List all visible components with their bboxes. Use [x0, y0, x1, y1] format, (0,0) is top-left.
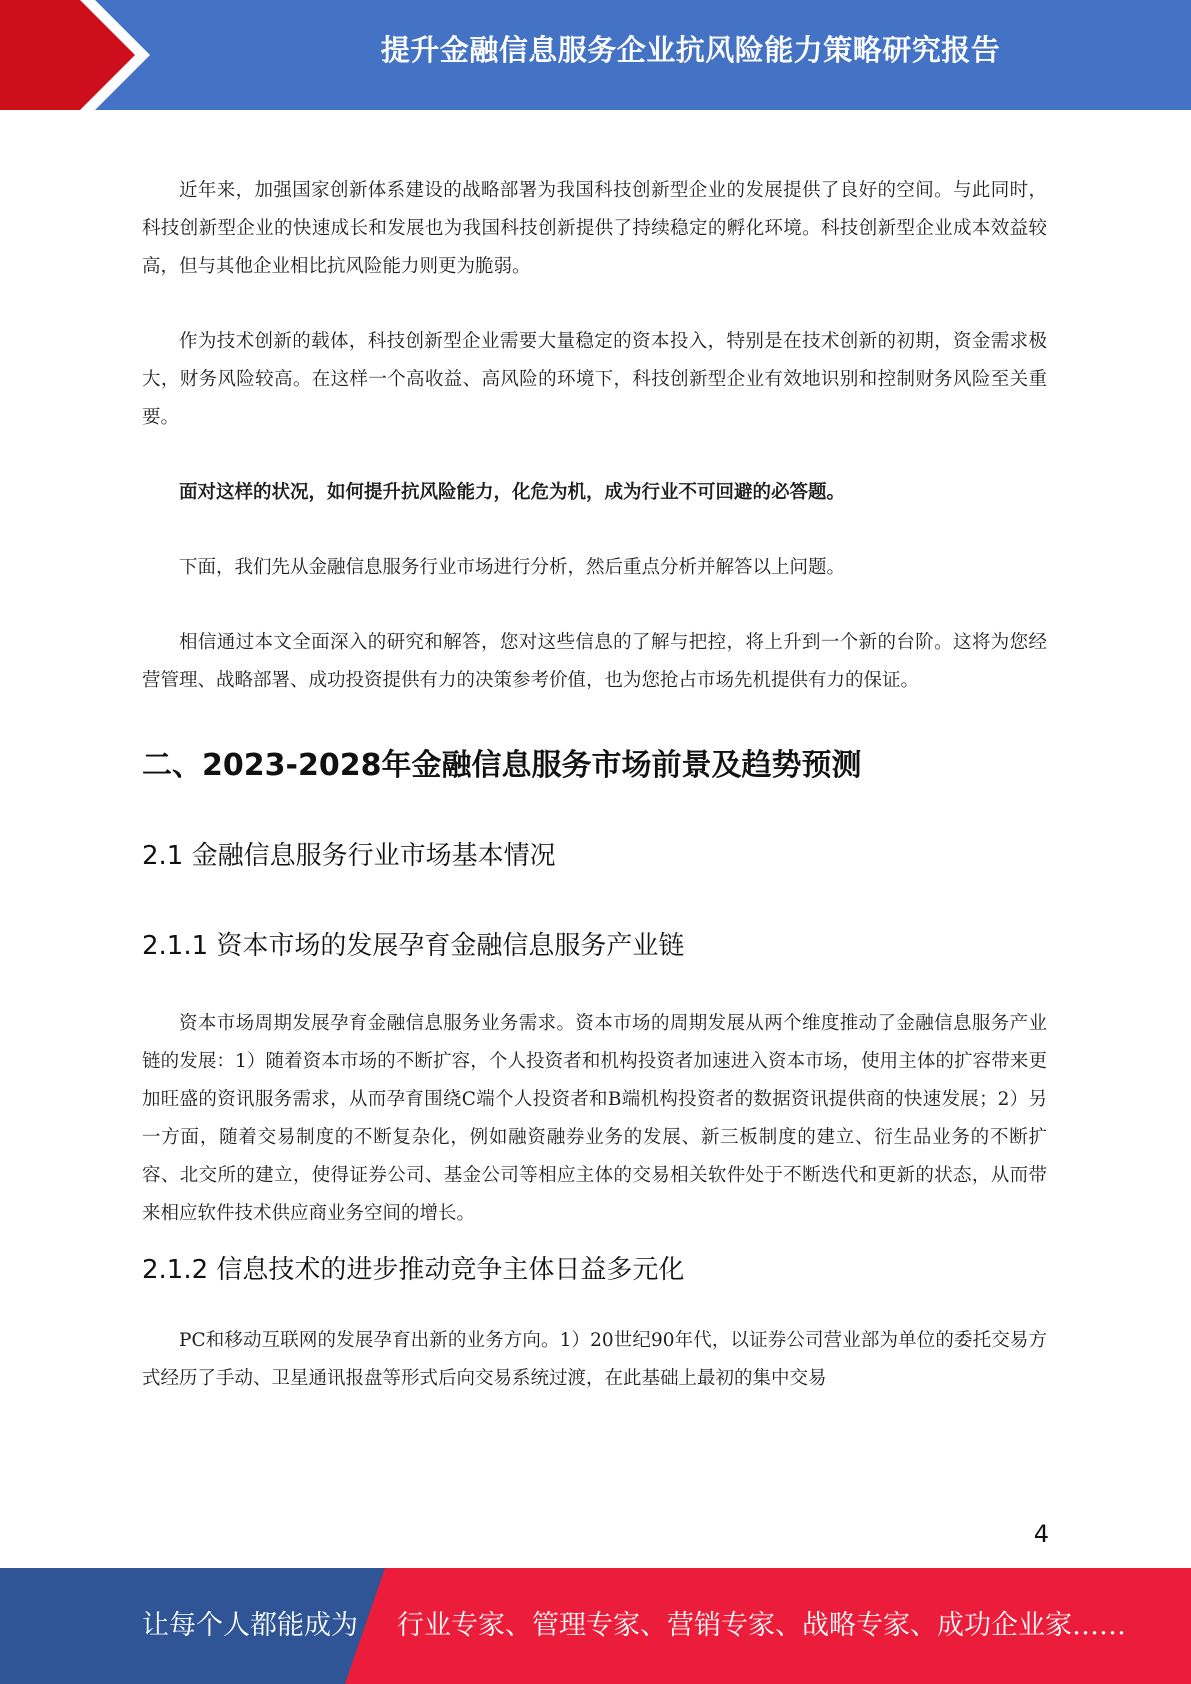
subsection-heading-2-1: 2.1 金融信息服务行业市场基本情况 [142, 841, 556, 871]
paragraph-financial-risk: 作为技术创新的载体，科技创新型企业需要大量稳定的资本投入，特别是在技术创新的初期，资金需求极大，财务风险较高。在这样一个高收益、高风险的环境下，科技创新型企业有效地识别和控制财务风险至关重要。 [142, 331, 1047, 428]
paragraph-outline: 下面，我们先从金融信息服务行业市场进行分析，然后重点分析并解答以上问题。 [179, 557, 846, 578]
paragraph-intro: 近年来，加强国家创新体系建设的战略部署为我国科技创新型企业的发展提供了良好的空间。与此同时，科技创新型企业的快速成长和发展也为我国科技创新提供了持续稳定的孵化环境。科技创新型企业成本效益较高，但与其他企业相比抗风险能力则更为脆弱。 [142, 180, 1047, 277]
section-heading-2: 二、2023-2028年金融信息服务市场前景及趋势预测 [142, 748, 862, 783]
header-arrow-decoration [0, 0, 160, 110]
page-number: 4 [1033, 1520, 1049, 1548]
paragraph-value: 相信通过本文全面深入的研究和解答，您对这些信息的了解与把控，将上升到一个新的台阶。这将为您经营管理、战略部署、成功投资提供有力的决策参考价值，也为您抢占市场先机提供有力的保证。 [142, 632, 1047, 691]
subsection-heading-2-1-1: 2.1.1 资本市场的发展孕育金融信息服务产业链 [142, 931, 685, 961]
paragraph-capital-market: 资本市场周期发展孕育金融信息服务业务需求。资本市场的周期发展从两个维度推动了金融信息服务产业链的发展：1）随着资本市场的不断扩容，个人投资者和机构投资者加速进入资本市场，使用主体的扩容带来更加旺盛的资讯服务需求，从而孕育围绕C端个人投资者和B端机构投资者的数据资讯提供商的快速发展；2）另一方面，随着交易制度的不断复杂化，例如融资融券业务的发展、新三板制度的建立、衍生品业务的不断扩容、北交所的建立，使得证券公司、基金公司等相应主体的交易相关软件处于不断迭代和更新的状态，从而带来相应软件技术供应商业务空间的增长。 [142, 1013, 1047, 1224]
document-body [142, 172, 1047, 1398]
subsection-heading-2-1-2: 2.1.2 信息技术的进步推动竞争主体日益多元化 [142, 1255, 685, 1285]
footer-slogan-right: 行业专家、管理专家、营销专家、战略专家、成功企业家…… [397, 1610, 1126, 1641]
page-footer [0, 1568, 1191, 1684]
paragraph-it-progress: PC和移动互联网的发展孕育出新的业务方向。1）20世纪90年代，以证券公司营业部为单位的委托交易方式经历了手动、卫星通讯报盘等形式后向交易系统过渡，在此基础上最初的集中交易 [142, 1330, 1047, 1389]
report-title: 提升金融信息服务企业抗风险能力策略研究报告 [380, 33, 1001, 67]
footer-slogan-left: 让每个人都能成为 [142, 1610, 358, 1641]
page-header [0, 0, 1191, 110]
paragraph-key-question: 面对这样的状况，如何提升抗风险能力，化危为机，成为行业不可回避的必答题。 [179, 482, 846, 503]
